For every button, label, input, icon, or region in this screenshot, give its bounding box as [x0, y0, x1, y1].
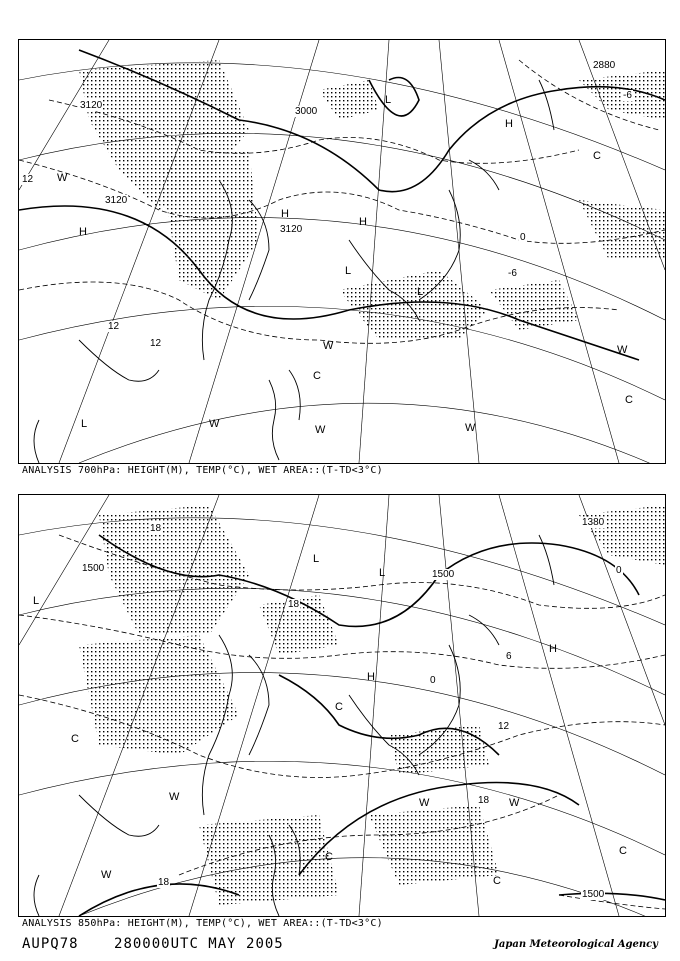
- warm-center: W: [57, 172, 68, 184]
- temperature-label: 0: [430, 675, 436, 686]
- temperature-label: 6: [506, 651, 512, 662]
- warm-center: W: [315, 424, 326, 436]
- temperature-label: -6: [508, 268, 517, 279]
- temperature-label: 18: [288, 599, 300, 610]
- cold-center: C: [625, 394, 633, 406]
- caption-700hpa: ANALYSIS 700hPa: HEIGHT(M), TEMP(°C), WET AREA::(T-TD<3°C): [22, 465, 383, 476]
- warm-center: W: [169, 791, 180, 803]
- height-label: 3120: [105, 195, 128, 206]
- cold-center: C: [325, 851, 333, 863]
- height-label: 3120: [80, 100, 103, 111]
- cold-center: C: [335, 701, 343, 713]
- cold-center: C: [313, 370, 321, 382]
- high-center: H: [79, 226, 87, 238]
- low-center: L: [385, 94, 392, 106]
- temperature-label: 12: [498, 721, 510, 732]
- map-panel-700hpa: [18, 39, 666, 464]
- high-center: H: [367, 671, 375, 683]
- temperature-label: 0: [616, 565, 622, 576]
- agency-credit: Japan Meteorological Agency: [494, 939, 658, 950]
- temperature-label: 12: [150, 338, 162, 349]
- map-700hpa-drawing: [19, 40, 665, 463]
- warm-center: W: [323, 340, 334, 352]
- temperature-label: 18: [158, 877, 170, 888]
- height-label: 3120: [280, 224, 303, 235]
- height-label: 1500: [82, 563, 105, 574]
- cold-center: C: [71, 733, 79, 745]
- high-center: H: [281, 208, 289, 220]
- valid-time: 280000UTC MAY 2005: [114, 936, 284, 952]
- warm-center: W: [419, 797, 430, 809]
- cold-center: C: [619, 845, 627, 857]
- low-center: L: [81, 418, 88, 430]
- temperature-label: 18: [478, 795, 490, 806]
- height-label: 2880: [593, 60, 616, 71]
- low-center: L: [379, 567, 386, 579]
- high-center: H: [505, 118, 513, 130]
- chart-id: AUPQ78: [22, 936, 79, 952]
- height-label: 1500: [582, 889, 605, 900]
- warm-center: W: [209, 418, 220, 430]
- temperature-label: 12: [108, 321, 120, 332]
- warm-center: W: [465, 422, 476, 434]
- height-label: 3000: [295, 106, 318, 117]
- temperature-label: -6: [623, 90, 632, 101]
- warm-center: W: [509, 797, 520, 809]
- height-label: 1500: [432, 569, 455, 580]
- wet-areas: [79, 505, 665, 905]
- wet-areas: [79, 60, 665, 340]
- temperature-label: 18: [150, 523, 162, 534]
- cold-center: C: [593, 150, 601, 162]
- low-center: L: [313, 553, 320, 565]
- chart-footer: [22, 936, 310, 952]
- temperature-label: 0: [520, 232, 526, 243]
- height-label: 1380: [582, 517, 605, 528]
- cold-center: C: [493, 875, 501, 887]
- low-center: L: [417, 286, 424, 298]
- high-center: H: [549, 643, 557, 655]
- caption-850hpa: ANALYSIS 850hPa: HEIGHT(M), TEMP(°C), WET AREA::(T-TD<3°C): [22, 918, 383, 929]
- warm-center: W: [101, 869, 112, 881]
- low-center: L: [345, 265, 352, 277]
- temperature-label: 12: [22, 174, 34, 185]
- map-panel-850hpa: [18, 494, 666, 917]
- warm-center: W: [617, 344, 628, 356]
- low-center: L: [33, 595, 40, 607]
- high-center: H: [359, 216, 367, 228]
